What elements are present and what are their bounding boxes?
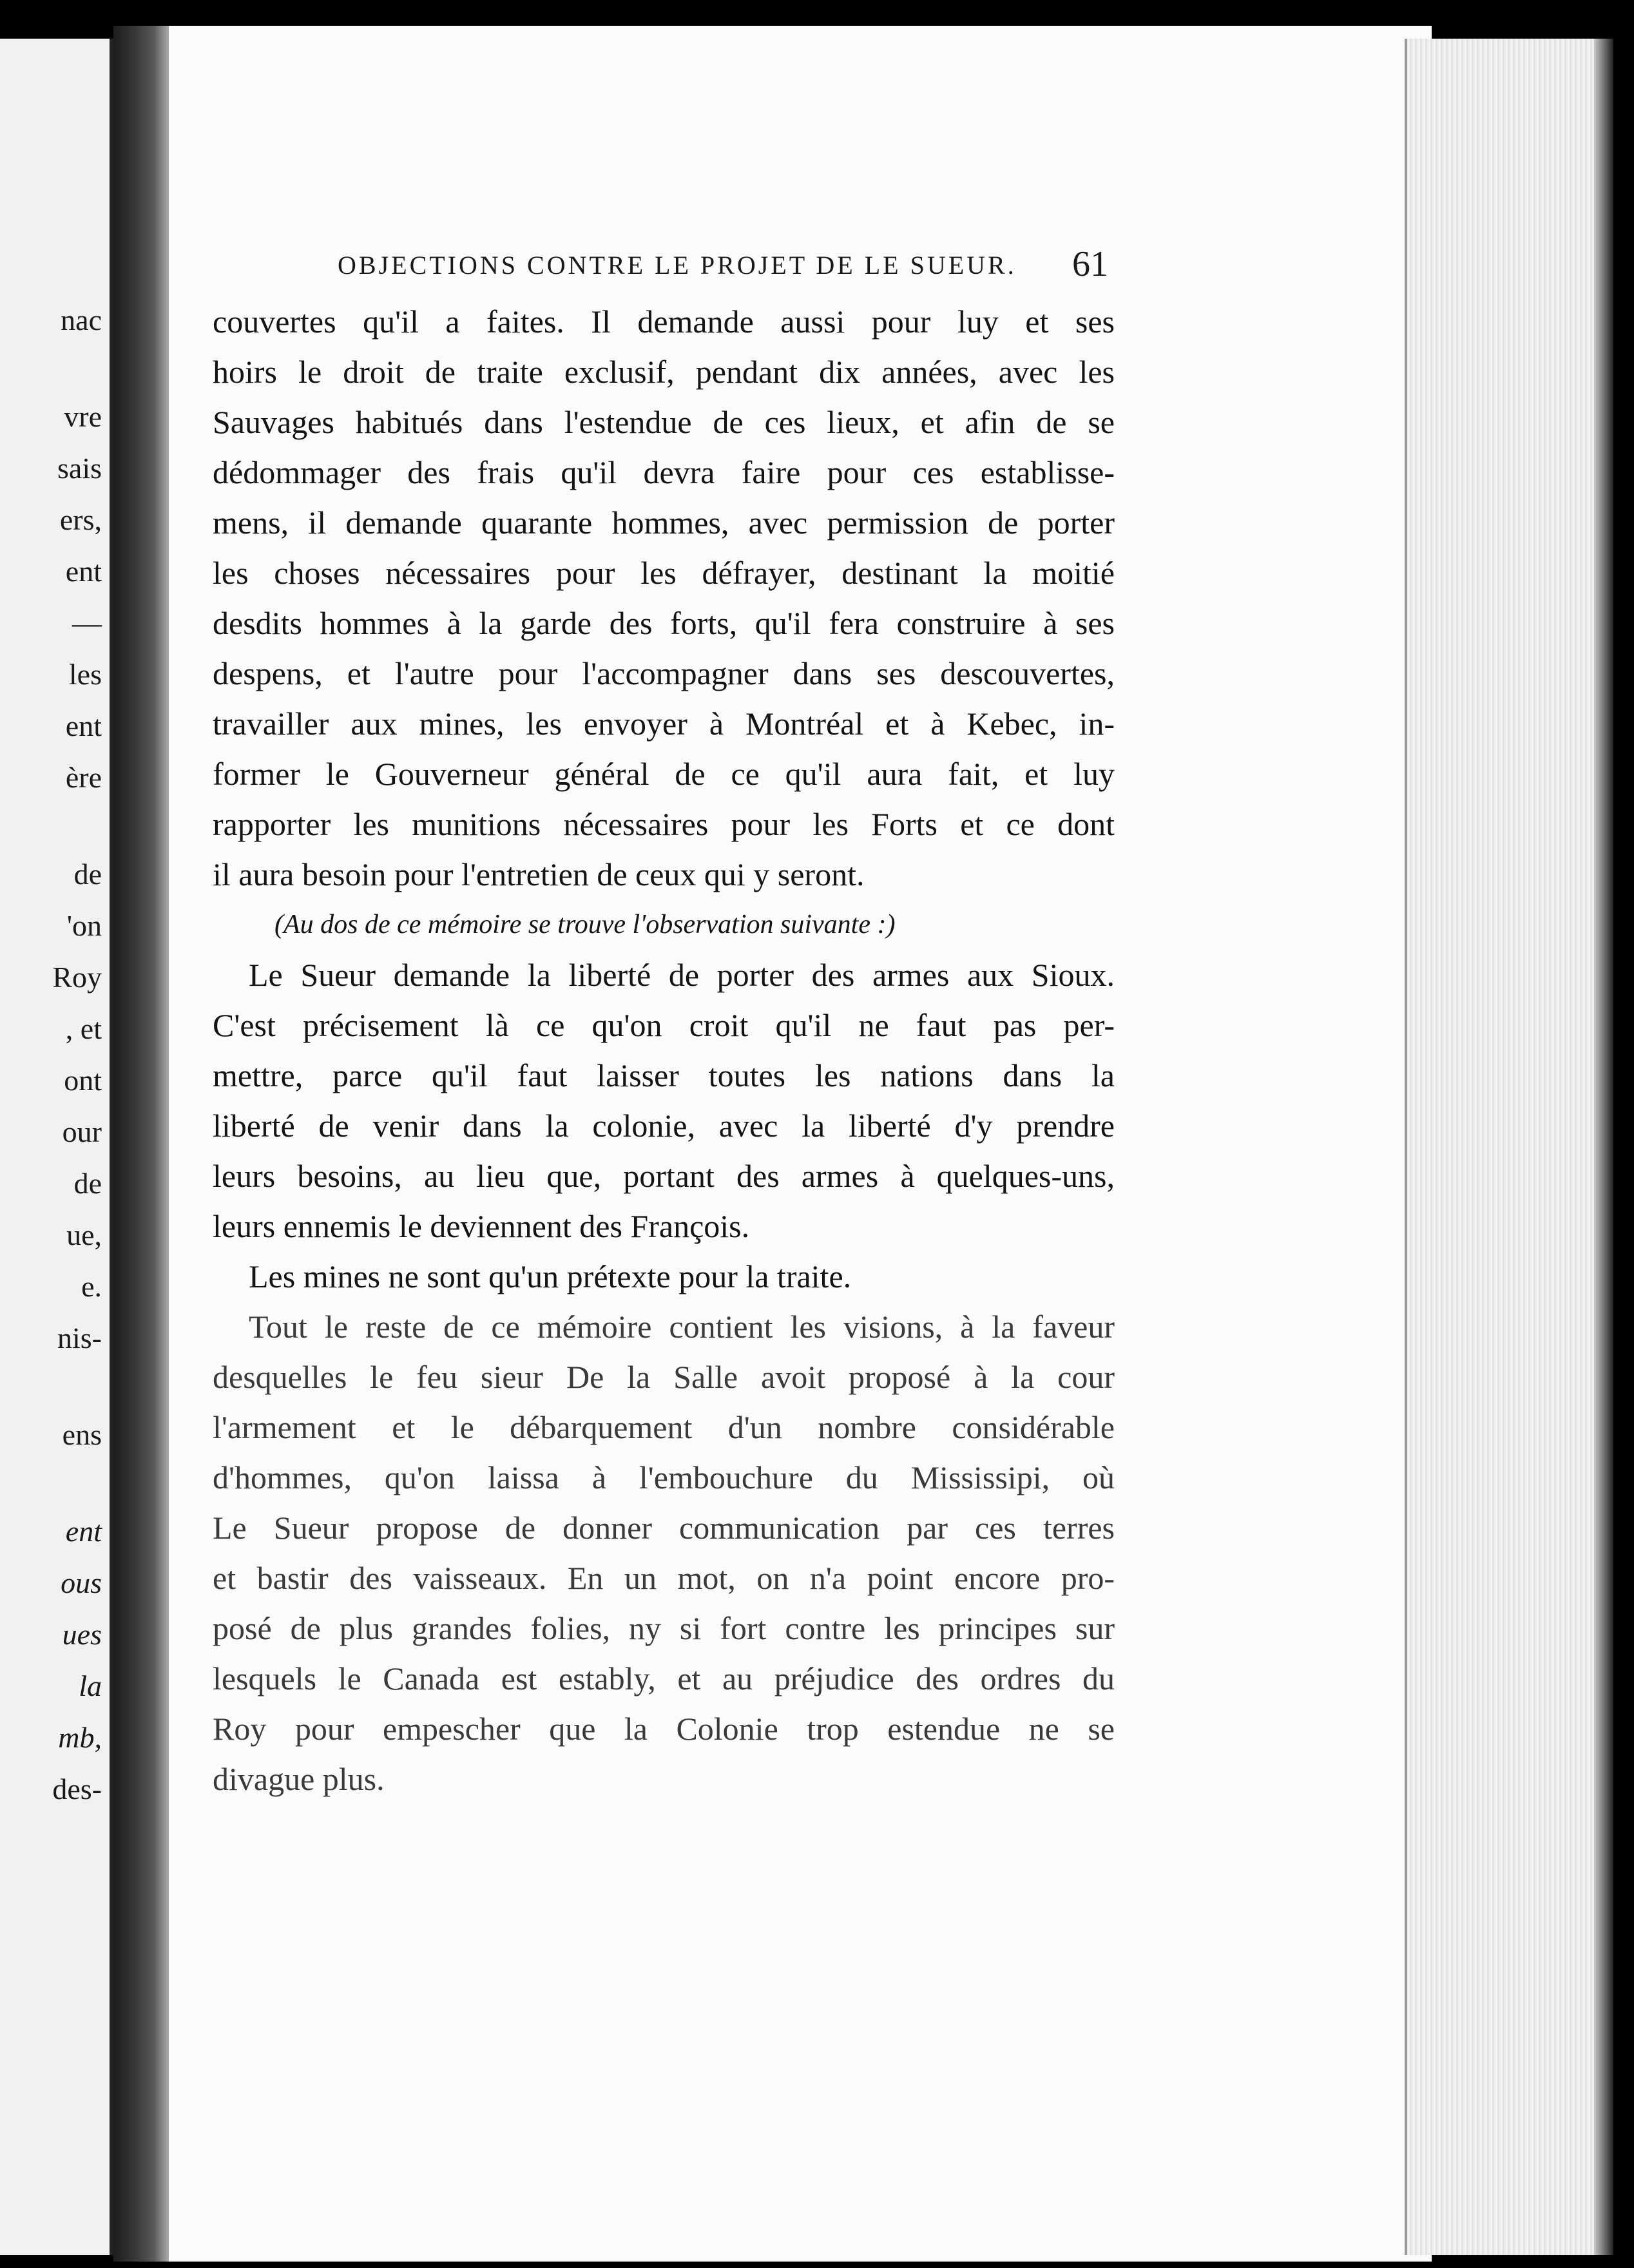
previous-page-fragment: ent [65,555,102,588]
previous-page-fragment: ens [62,1418,102,1451]
body-text [213,296,1115,1804]
text-line: Tout le reste de ce mémoire contient les visions, à la faveur [249,1309,1115,1345]
previous-page-fragment: — [72,606,102,639]
previous-page-fragment: des- [52,1773,102,1805]
previous-page-fragment: de [73,1167,102,1200]
text-line: leurs besoins, au lieu que, portant des armes à quelques-uns, [213,1158,1115,1194]
text-line: Le Sueur demande la liberté de porter des armes aux Sioux. [249,957,1115,993]
text-line: Les mines ne sont qu'un prétexte pour la traite. [249,1258,852,1294]
text-line: lesquels le Canada est estably, et au préjudice des ordres du [213,1660,1115,1696]
text-line: mettre, parce qu'il faut laisser toutes les nations dans la [213,1057,1115,1093]
previous-page-fragment: nac [61,303,102,336]
previous-page-fragment: Roy [52,961,102,994]
previous-page-fragment: , et [65,1012,102,1045]
page-edges-stack [1405,39,1613,2255]
paragraph-1 [213,296,1115,899]
text-line: l'armement et le débarquement d'un nombre considérable [213,1409,1115,1445]
previous-page-fragment: our [62,1115,102,1148]
editor-note: (Au dos de ce mémoire se trouve l'observation suivante :) [274,910,896,939]
previous-page-fragment: e. [81,1270,102,1303]
book-gutter-shadow [113,26,171,2262]
text-line: Sauvages habitués dans l'estendue de ces lieux, et afin de se [213,404,1115,440]
text-line: desdits hommes à la garde des forts, qu'il fera construire à ses [213,605,1115,641]
previous-page-fragment: ont [64,1064,102,1097]
text-line: former le Gouverneur général de ce qu'il aura fait, et luy [213,756,1115,792]
previous-page-fragment: ue, [66,1218,102,1251]
previous-page-fragment: vre [64,400,102,433]
text-line: mens, il demande quarante hommes, avec permission de porter [213,505,1115,541]
text-line: travailler aux mines, les envoyer à Montréal et à Kebec, in- [213,706,1115,742]
text-line: couvertes qu'il a faites. Il demande aussi pour luy et ses [213,303,1115,340]
previous-page-fragment: ent [65,1515,102,1548]
text-line: et bastir des vaisseaux. En un mot, on n'a point encore pro- [213,1560,1115,1596]
page-number: 61 [1072,244,1108,284]
text-line: rapporter les munitions nécessaires pour les Forts et ce dont [213,806,1115,842]
text-line: les choses nécessaires pour les défrayer, destinant la moitié [213,555,1115,591]
text-line: divague plus. [213,1761,385,1797]
previous-page-fragment: 'on [66,909,102,942]
text-line: desquelles le feu sieur De la Salle avoit proposé à la cour [213,1359,1115,1395]
text-line: dédommager des frais qu'il devra faire pour ces establisse- [213,454,1115,490]
text-line: leurs ennemis le deviennent des François. [213,1208,750,1244]
previous-page-fragment: ues [62,1618,102,1651]
text-line: il aura besoin pour l'entretien de ceux qui y seront. [213,856,865,892]
paragraph-2 [213,950,1115,1251]
text-line: hoirs le droit de traite exclusif, pendant dix années, avec les [213,354,1115,390]
previous-page-edge [0,39,113,2255]
text-line: liberté de venir dans la colonie, avec la liberté d'y prendre [213,1108,1115,1144]
running-head: OBJECTIONS CONTRE LE PROJET DE LE SUEUR. [338,251,1017,280]
text-line: Roy pour empescher que la Colonie trop estendue ne se [213,1711,1115,1747]
text-line: posé de plus grandes folies, ny si fort contre les principes sur [213,1610,1115,1646]
previous-page-fragment: les [68,658,102,691]
previous-page-fragment: nis- [57,1321,102,1354]
previous-page-fragment: sais [57,452,102,485]
previous-page-fragment: la [79,1669,102,1702]
text-line: d'hommes, qu'on laissa à l'embouchure du Mississipi, où [213,1459,1115,1495]
paragraph-3 [213,1251,1115,1302]
text-line: C'est précisement là ce qu'on croit qu'il ne faut pas per- [213,1007,1115,1043]
text-line: despens, et l'autre pour l'accompagner dans ses descouvertes, [213,655,1115,691]
previous-page-fragment: ent [65,709,102,742]
previous-page-fragment: ère [65,761,102,794]
previous-page-fragment: ous [61,1566,102,1599]
text-line: Le Sueur propose de donner communication par ces terres [213,1510,1115,1546]
previous-page-fragment: mb, [58,1721,102,1754]
previous-page-fragment: de [73,858,102,890]
paragraph-4 [213,1302,1115,1804]
previous-page-fragment: ers, [59,503,102,536]
